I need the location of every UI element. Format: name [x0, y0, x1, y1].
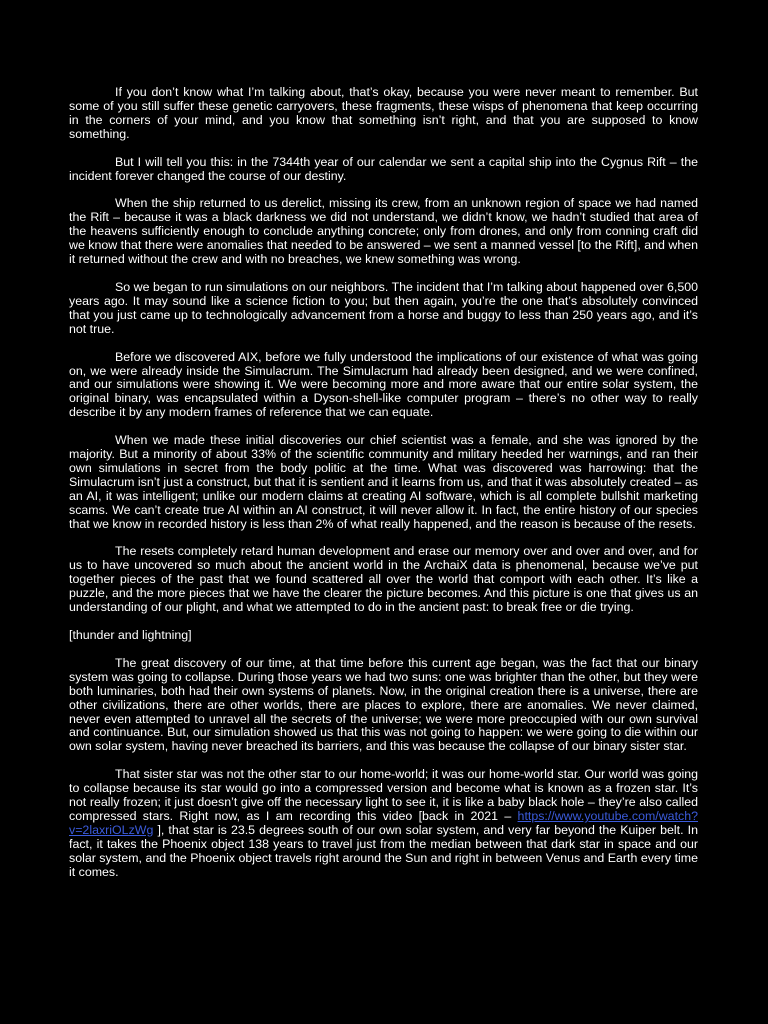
paragraph-7: The resets completely retard human development and erase our memory over and over and over, and for us to have uncovered so much about the ancient world in the ArchaiX data is phenomenal, because we’ve put together pieces of the past that we found scattered all over the world that comport with each other. It’s like a puzzle, and the more pieces that we have the clearer the picture becomes. And this picture is one that gives us an understanding of our plight, and what we attempted to do in the ancient past: to break free or die trying.: [69, 544, 698, 615]
paragraph-10-text-end: ], that star is 23.5 degrees south of our own solar system, and very far beyond the Kuiper belt. In fact, it takes the Phoenix object 138 years to travel just from the median between that dark star in space and our solar system, and the Phoenix object travels right around the Sun and right in between Venus and Earth every time it comes.: [69, 822, 698, 879]
video-link[interactable]: https://www.youtube.com/watch?v=2laxriOLzWg: [69, 808, 698, 837]
paragraph-2: But I will tell you this: in the 7344th year of our calendar we sent a capital ship into the Cygnus Rift – the incident forever changed the course of our destiny.: [69, 154, 698, 183]
paragraph-1: If you don’t know what I’m talking about, that’s okay, because you were never meant to remember. But some of you still suffer these genetic carryovers, these fragments, these wisps of phenomena that keep occurring in the corners of your mind, and you know that something isn’t right, and that you are supposed to know something.: [69, 85, 698, 141]
paragraph-4: So we began to run simulations on our neighbors. The incident that I’m talking about happened over 6,500 years ago. It may sound like a science fiction to you; but then again, you’re the one that’s absolutely convinced that you just came up to technologically advancement from a horse and buggy to less than 250 years ago, and it’s not true.: [69, 279, 698, 336]
paragraph-10: [69, 768, 698, 879]
stage-direction: [thunder and lightning]: [69, 628, 192, 642]
paragraph-6: When we made these initial discoveries our chief scientist was a female, and she was ignored by the majority. But a minority of about 33% of the scientific community and military heeded her warnings, and ran their own simulations in secret from the body politic at the time. What was discovered was harrowing: that the Simulacrum isn’t just a construct, but that it is sentient and it learns from us, and that it was absolutely created – as an AI, it was intelligent; unlike our modern claims at creating AI software, which is all complete bullshit marketing scams. We can’t create true AI within an AI construct, it will never allow it. In fact, the entire history of our species that we know in recorded history is less than 2% of what really happened, and the reason is because of the resets.: [69, 433, 698, 531]
paragraph-9: The great discovery of our time, at that time before this current age began, was the fact that our binary system was going to collapse. During those years we had two suns: one was brighter than the other, but they were both luminaries, both had their own systems of planets. Now, in the original creation there is a universe, there are other civilizations, there are other worlds, there are places to explore, there are anomalies. We never claimed, never even attempted to unravel all the secrets of the universe; we were more preoccupied with our own survival and continuance. But, our simulation showed us that this was not going to happen: we were going to die within our own solar system, having never breached its barriers, and this was because the collapse of our binary sister star.: [69, 655, 698, 754]
paragraph-10-text-start: That sister star was not the other star to our home-world; it was our home-world star. Our world was going to collapse because its star would go into a compressed version and become what is known as a frozen star. It’s not really frozen; it just doesn’t give off the necessary light to see it, it is like a baby black hole – they’re also called compressed stars. Right now, as I am recording this video [back in 2021 –: [69, 767, 698, 823]
document-page: [69, 86, 698, 894]
paragraph-3: When the ship returned to us derelict, missing its crew, from an unknown region of space we had named the Rift – because it was a black darkness we did not understand, we didn’t know, we hadn’t studied that area of the heavens sufficiently enough to conclude anything concrete; only from drones, and only from conning craft did we know that there were anomalies that needed to be answered – we sent a manned vessel [to the Rift], and when it returned without the crew and with no breaches, we knew something was wrong.: [69, 196, 698, 267]
paragraph-5: Before we discovered AIX, before we fully understood the implications of our existence of what was going on, we were already inside the Simulacrum. The Simulacrum had already been designed, and we were confined, and our simulations were showing it. We were becoming more and more aware that our entire solar system, the original binary, was encapsulated within a Dyson-shell-like computer program – there’s no other way to really describe it by any modern frames of reference that we can equate.: [69, 349, 698, 420]
